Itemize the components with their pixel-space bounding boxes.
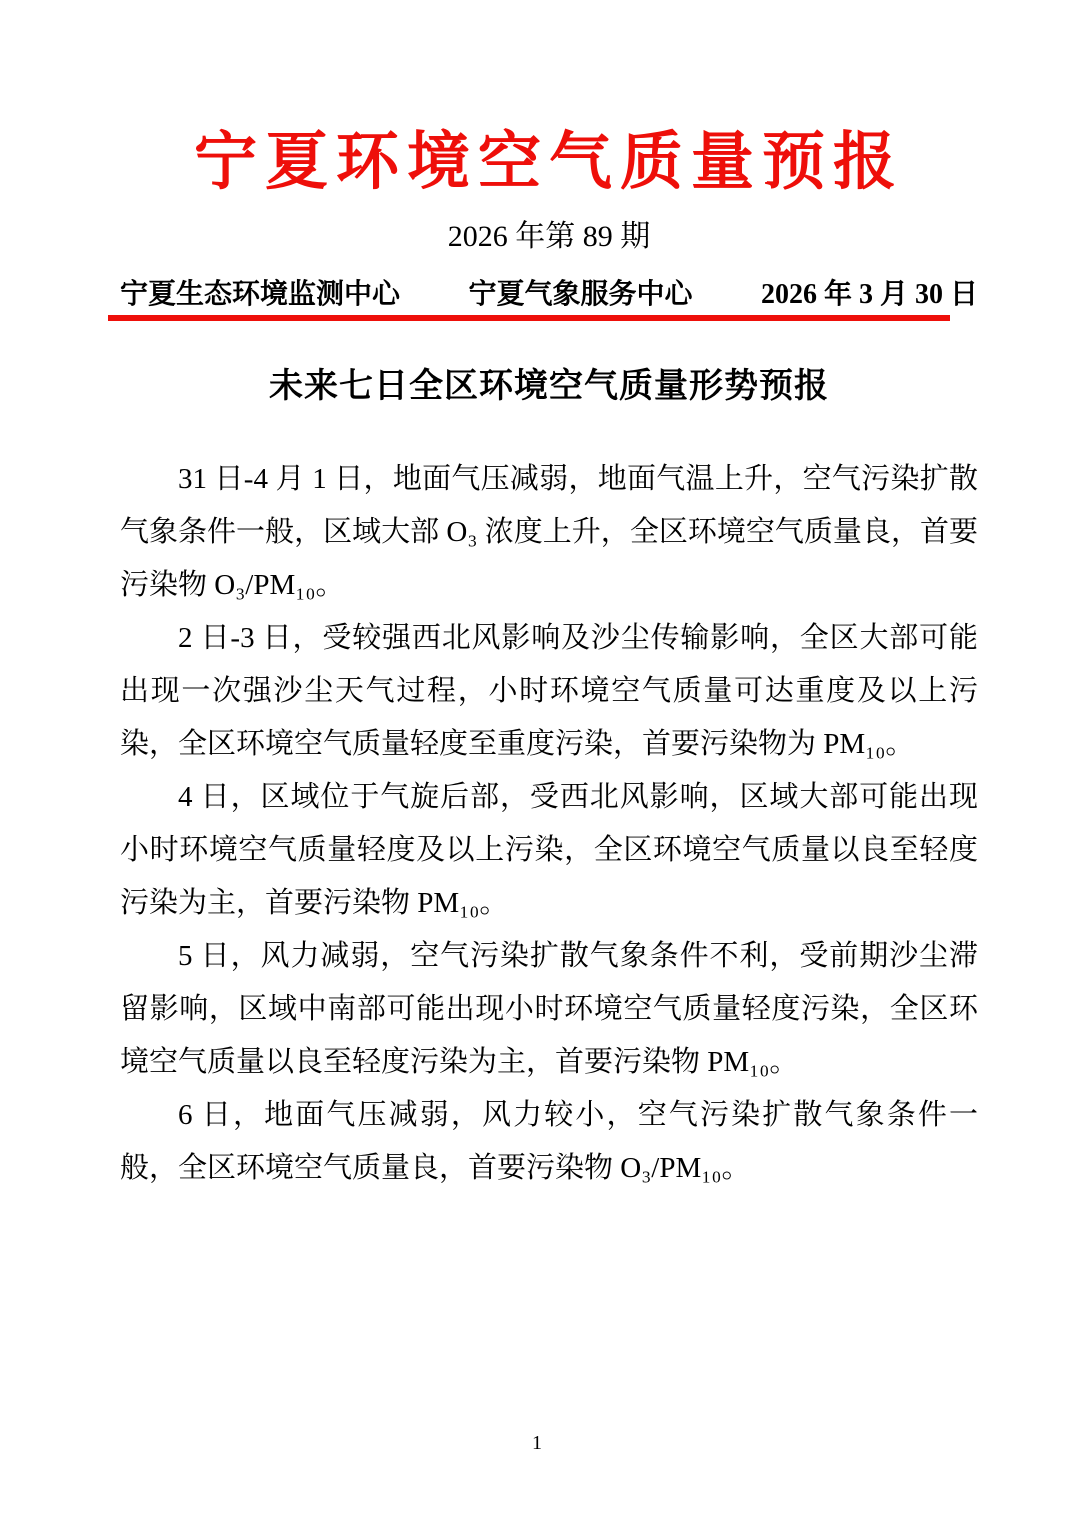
issuer-weather-center: 宁夏气象服务中心 — [468, 279, 693, 310]
section-title: 未来七日全区环境空气质量形势预报 — [269, 367, 829, 405]
issuer-monitoring-center: 宁夏生态环境监测中心 — [120, 279, 401, 310]
header-divider-rule — [108, 315, 950, 321]
issue-date: 2026 年 3 月 30 日 — [760, 279, 978, 310]
forecast-paragraph-mar31-apr1: 31 日-4 月 1 日，地面气压减弱，地面气温上升，空气污染扩散气象条件一般，区域大部 O₃ 浓度上升，全区环境空气质量良，首要污染物 O₃/PM₁₀。 — [120, 463, 978, 601]
document-title: 宁夏环境空气质量预报 — [194, 127, 904, 197]
forecast-paragraph-day2-3: 2 日-3 日，受较强西北风影响及沙尘传输影响，全区大部可能出现一次强沙尘天气过程，小时环境空气质量可达重度及以上污染，全区环境空气质量轻度至重度污染，首要污染物为 PM₁₀。 — [120, 622, 978, 760]
forecast-paragraph-day4: 4 日，区域位于气旋后部，受西北风影响，区域大部可能出现小时环境空气质量轻度及以上污染，全区环境空气质量以良至轻度污染为主，首要污染物 PM₁₀。 — [120, 781, 978, 919]
page-number: 1 — [532, 1432, 542, 1454]
forecast-body — [120, 453, 978, 1195]
issuer-row — [120, 278, 978, 312]
issue-number: 2026 年第 89 期 — [447, 220, 651, 253]
document-content — [0, 122, 1074, 1195]
forecast-paragraph-day5: 5 日，风力减弱，空气污染扩散气象条件不利，受前期沙尘滞留影响，区域中南部可能出现小时环境空气质量轻度污染，全区环境空气质量以良至轻度污染为主，首要污染物 PM₁₀。 — [120, 940, 978, 1078]
forecast-paragraph-day6: 6 日，地面气压减弱，风力较小，空气污染扩散气象条件一般，全区环境空气质量良，首要污染物 O₃/PM₁₀。 — [120, 1099, 978, 1184]
